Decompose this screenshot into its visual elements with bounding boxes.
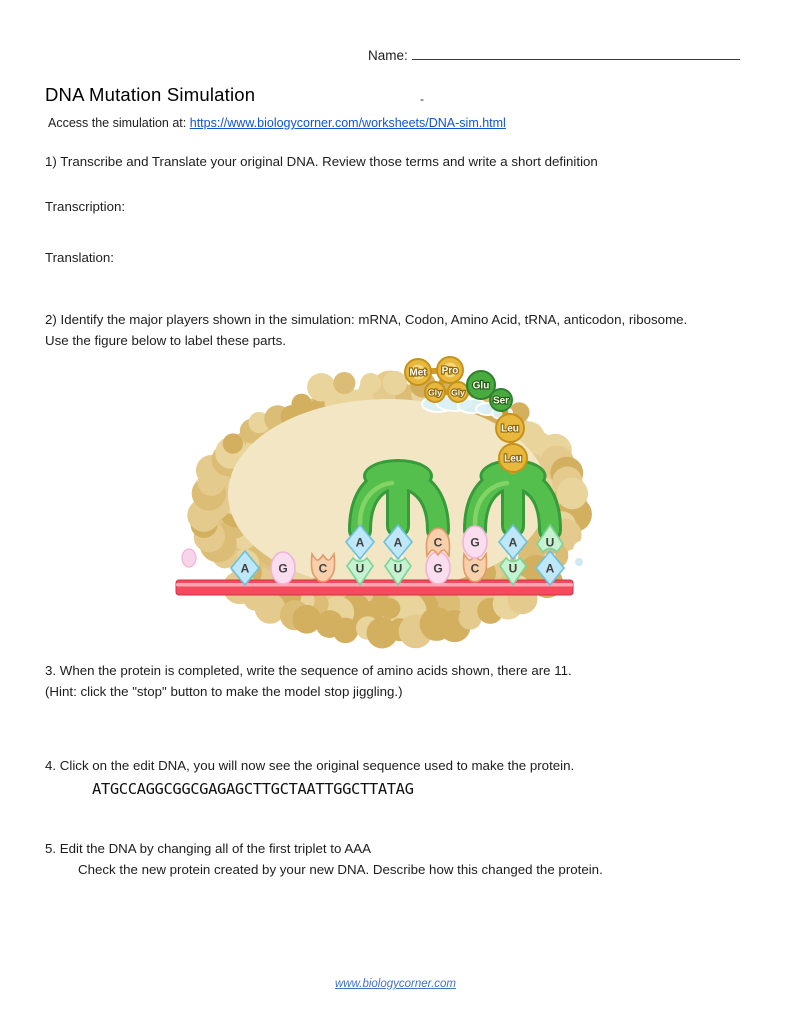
amino-acid-gly bbox=[448, 382, 468, 402]
title-dash: - bbox=[420, 92, 424, 106]
footer-link[interactable]: www.biologycorner.com bbox=[334, 978, 456, 990]
mrna-base-G bbox=[426, 552, 450, 584]
amino-acid-leu bbox=[496, 414, 524, 442]
name-blank-line bbox=[412, 46, 740, 60]
question-2 bbox=[45, 309, 751, 351]
page-title: DNA Mutation Simulation bbox=[45, 84, 256, 105]
svg-text:U: U bbox=[545, 535, 555, 550]
footer bbox=[0, 978, 791, 990]
trna bbox=[360, 459, 438, 530]
question-5 bbox=[45, 838, 751, 880]
svg-text:A: A bbox=[355, 535, 365, 550]
svg-text:U: U bbox=[508, 561, 518, 576]
simulation-link[interactable]: https://www.biologycorner.com/worksheets/DNA-sim.html bbox=[189, 116, 506, 130]
svg-text:Leu: Leu bbox=[501, 423, 519, 435]
question-5-line2: Check the new protein created by your new DNA. Describe how this changed the protein. bbox=[78, 862, 603, 877]
svg-text:Ser: Ser bbox=[492, 395, 510, 407]
svg-text:A: A bbox=[508, 535, 518, 550]
svg-text:G: G bbox=[278, 561, 288, 576]
svg-text:Pro: Pro bbox=[441, 365, 459, 377]
dna-sequence: ATGCCAGGCGGCGAGAGCTTGCTAATTGGCTTATAG bbox=[92, 780, 414, 798]
question-1: 1) Transcribe and Translate your original DNA. Review those terms and write a short definition bbox=[45, 154, 598, 169]
transcription-label: Transcription: bbox=[45, 199, 126, 214]
svg-text:U: U bbox=[355, 561, 365, 576]
question-3-line1: 3. When the protein is completed, write the sequence of amino acids shown, there are 11. bbox=[45, 663, 572, 678]
svg-text:Glu: Glu bbox=[472, 380, 490, 392]
amino-acid-leu bbox=[499, 444, 527, 472]
amino-acid-ser bbox=[490, 389, 512, 411]
svg-text:A: A bbox=[545, 561, 555, 576]
amino-acid-gly bbox=[425, 382, 445, 402]
svg-text:Leu: Leu bbox=[504, 453, 522, 465]
access-line bbox=[48, 116, 506, 130]
translation-label: Translation: bbox=[45, 250, 114, 265]
svg-text:Met: Met bbox=[409, 367, 427, 379]
amino-acid-pro bbox=[437, 357, 463, 383]
anticodon-base-G bbox=[463, 526, 487, 558]
ribosome-figure bbox=[188, 352, 600, 642]
svg-text:Gly: Gly bbox=[451, 387, 465, 398]
svg-text:C: C bbox=[433, 535, 443, 550]
svg-text:Gly: Gly bbox=[428, 387, 442, 398]
question-3-line2: (Hint: click the "stop" button to make the model stop jiggling.) bbox=[45, 684, 403, 699]
name-line bbox=[368, 46, 740, 63]
question-2-line1: 2) Identify the major players shown in the simulation: mRNA, Codon, Amino Acid, tRNA, anticodon, ribosome. bbox=[45, 312, 688, 327]
question-3 bbox=[45, 660, 751, 702]
anticodon-base-C bbox=[426, 528, 449, 556]
ribosome-figure-svg bbox=[188, 352, 600, 642]
svg-text:G: G bbox=[470, 535, 480, 550]
amino-acid-met bbox=[405, 359, 431, 385]
access-prefix: Access the simulation at: bbox=[48, 116, 187, 130]
question-4: 4. Click on the edit DNA, you will now see the original sequence used to make the protein. bbox=[45, 758, 575, 773]
name-label: Name: bbox=[368, 48, 408, 63]
svg-text:A: A bbox=[240, 561, 250, 576]
question-2-line2: Use the figure below to label these parts. bbox=[45, 333, 286, 348]
question-5-line1: 5. Edit the DNA by changing all of the first triplet to AAA bbox=[45, 841, 371, 856]
svg-text:G: G bbox=[433, 561, 443, 576]
svg-text:A: A bbox=[393, 535, 403, 550]
svg-text:C: C bbox=[318, 561, 328, 576]
svg-text:C: C bbox=[470, 561, 480, 576]
mrna-base-G bbox=[271, 552, 295, 584]
svg-text:U: U bbox=[393, 561, 403, 576]
mrna-base-C bbox=[311, 554, 334, 582]
